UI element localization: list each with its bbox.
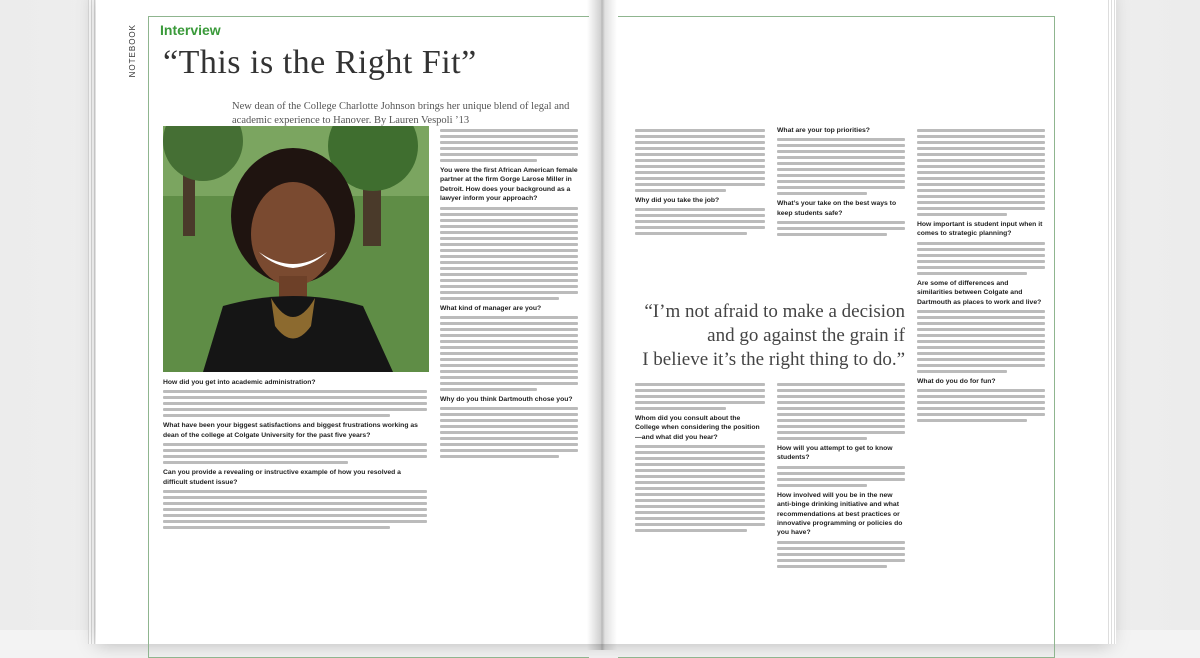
page-edges-right xyxy=(1108,0,1116,644)
portrait-illustration xyxy=(163,126,429,372)
question: You were the first African American female partner at the firm Gorge Larose Miller in Detroit. How does your background as a lawyer inform your approach? xyxy=(440,167,578,203)
pull-quote xyxy=(630,300,905,372)
question: How did you get into academic administration? xyxy=(163,379,316,386)
question: Why do you think Dartmouth chose you? xyxy=(440,396,573,404)
question: Why did you take the job? xyxy=(635,197,720,204)
right-column-2-bottom xyxy=(777,380,905,616)
section-label: Interview xyxy=(160,22,221,38)
question: Can you provide a revealing or instructive example of how you resolved a difficult student issue? xyxy=(163,469,401,486)
portrait-photo xyxy=(163,126,429,372)
right-column-1-top xyxy=(635,126,765,291)
pull-quote-line: and go against the grain if xyxy=(707,325,905,346)
question: What have been your biggest satisfactions and biggest frustrations working as dean of the college at Colgate University for the past five years? xyxy=(163,422,418,439)
question: How important is student input when it comes to strategic planning? xyxy=(917,221,1043,238)
right-column-3 xyxy=(917,126,1045,616)
question: How will you attempt to get to know students? xyxy=(777,445,893,462)
question: What kind of manager are you? xyxy=(440,304,542,312)
vertical-label: NOTEBOOK xyxy=(128,24,137,78)
headline: “This is the Right Fit” xyxy=(163,44,477,81)
question: Whom did you consult about the College when considering the position—and what did you hear? xyxy=(635,415,760,441)
question: What do you do for fun? xyxy=(917,378,996,386)
deck: New dean of the College Charlotte Johnson brings her unique blend of legal and academic experience to Hanover. By Lauren Vespoli ’13 xyxy=(232,101,570,126)
right-column-1-bottom xyxy=(635,380,765,616)
pull-quote-line: “I’m not afraid to make a decision xyxy=(644,301,905,322)
question: What’s your take on the best ways to keep students safe? xyxy=(777,200,897,217)
right-column-2-top xyxy=(777,126,905,296)
left-column xyxy=(163,378,427,618)
question: How involved will you be in the new anti-binge drinking initiative and what recommendations at best practices or innovative programming or policies do you have? xyxy=(777,491,903,537)
question: What are your top priorities? xyxy=(777,127,870,134)
question: Are some of differences and similarities between Colgate and Dartmouth as places to work and live? xyxy=(917,279,1042,306)
middle-column xyxy=(440,126,578,616)
pull-quote-line: I believe it’s the right thing to do.” xyxy=(642,349,905,370)
book-spine-shadow xyxy=(587,0,617,650)
